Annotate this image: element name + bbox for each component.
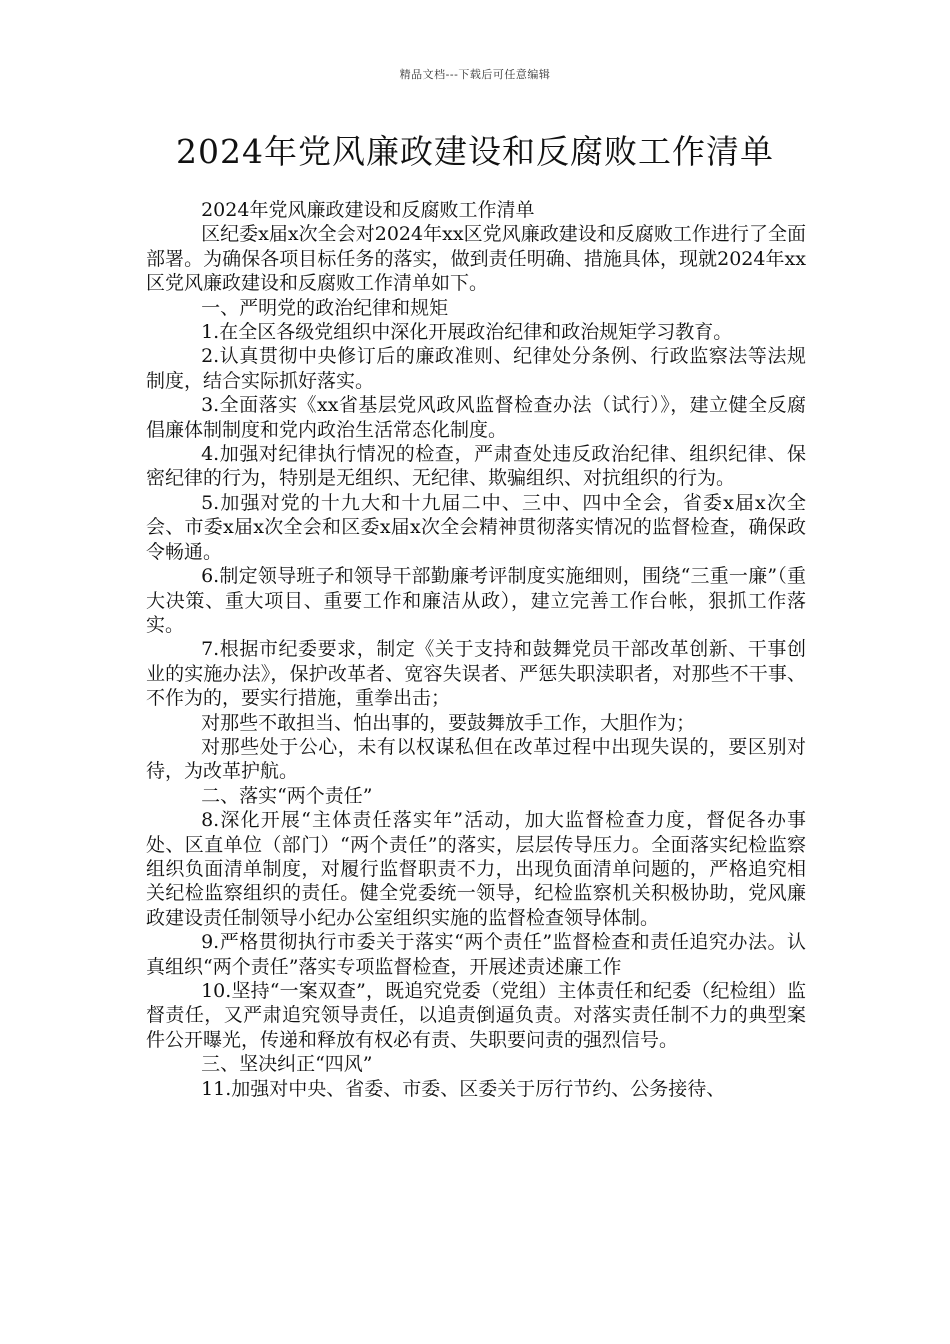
paragraph: 对那些处于公心，未有以权谋私但在改革过程中出现失误的，要区别对待，为改革护航。 [146, 735, 806, 783]
header-note: 精品文档---下载后可任意编辑 [399, 68, 551, 81]
paragraph: 对那些不敢担当、怕出事的，要鼓舞放手工作，大胆作为； [201, 711, 696, 734]
section-heading: 三、坚决纠正“四风” [201, 1053, 373, 1076]
paragraph: 2.认真贯彻中央修订后的廉政准则、纪律处分条例、行政监察法等法规制度，结合实际抓好落实。 [146, 345, 806, 392]
paragraph: 7.根据市纪委要求，制定《关于支持和鼓舞党员干部改革创新、干事创业的实施办法》，保护改革者、宽容失误者、严惩失职渎职者，对那些不干事、不作为的，要实行措施，重拳出击； [146, 638, 806, 710]
paragraph: 2024年党风廉政建设和反腐败工作清单 [201, 199, 535, 221]
section-heading: 二、落实“两个责任” [201, 784, 373, 807]
paragraph: 8.深化开展“主体责任落实年”活动，加大监督检查力度，督促各办事处、区直单位（部门）“两个责任”的落实，层层传导压力。全面落实纪检监察组织负面清单制度，对履行监督职责不力，出现负面清单问题的，严格追究相关纪检监察组织的责任。健全党委统一领导，纪检监察机关积极协助，党风廉政建设责任制领导小纪办公室组织实施的监督检查领导体制。 [146, 809, 806, 929]
document-body [146, 198, 806, 1101]
document-title: 2024年党风廉政建设和反腐败工作清单 [176, 132, 774, 171]
paragraph: 10.坚持“一案双查”，既追究党委（党组）主体责任和纪委（纪检组）监督责任，又严肃追究领导责任，以追责倒逼负责。对落实责任制不力的典型案件公开曝光，传递和释放有权必有责、失职要问责的强烈信号。 [146, 980, 806, 1051]
paragraph: 11.加强对中央、省委、市委、区委关于厉行节约、公务接待、 [201, 1077, 726, 1100]
paragraph: 6.制定领导班子和领导干部勤廉考评制度实施细则，围绕“三重一廉”（重大决策、重大项目、重要工作和廉洁从政），建立完善工作台帐，狠抓工作落实。 [146, 565, 806, 636]
paragraph: 3.全面落实《xx省基层党风政风监督检查办法（试行）》，建立健全反腐倡廉体制制度和党内政治生活常态化制度。 [146, 394, 806, 441]
paragraph: 4.加强对纪律执行情况的检查，严肃查处违反政治纪律、组织纪律、保密纪律的行为，特别是无组织、无纪律、欺骗组织、对抗组织的行为。 [146, 443, 806, 490]
paragraph: 5.加强对党的十九大和十九届二中、三中、四中全会，省委x届x次全会、市委x届x次全会和区委x届x次全会精神贯彻落实情况的监督检查，确保政令畅通。 [146, 491, 806, 563]
section-heading: 一、严明党的政治纪律和规矩 [201, 296, 449, 319]
paragraph: 9.严格贯彻执行市委关于落实“两个责任”监督检查和责任追究办法。认真组织“两个责任”落实专项监督检查，开展述责述廉工作 [146, 931, 806, 978]
paragraph: 区纪委x届x次全会对2024年xx区党风廉政建设和反腐败工作进行了全面部署。为确保各项目标任务的落实，做到责任明确、措施具体，现就2024年xx区党风廉政建设和反腐败工作清单如下。 [146, 223, 806, 295]
paragraph: 1.在全区各级党组织中深化开展政治纪律和政治规矩学习教育。 [201, 321, 733, 344]
